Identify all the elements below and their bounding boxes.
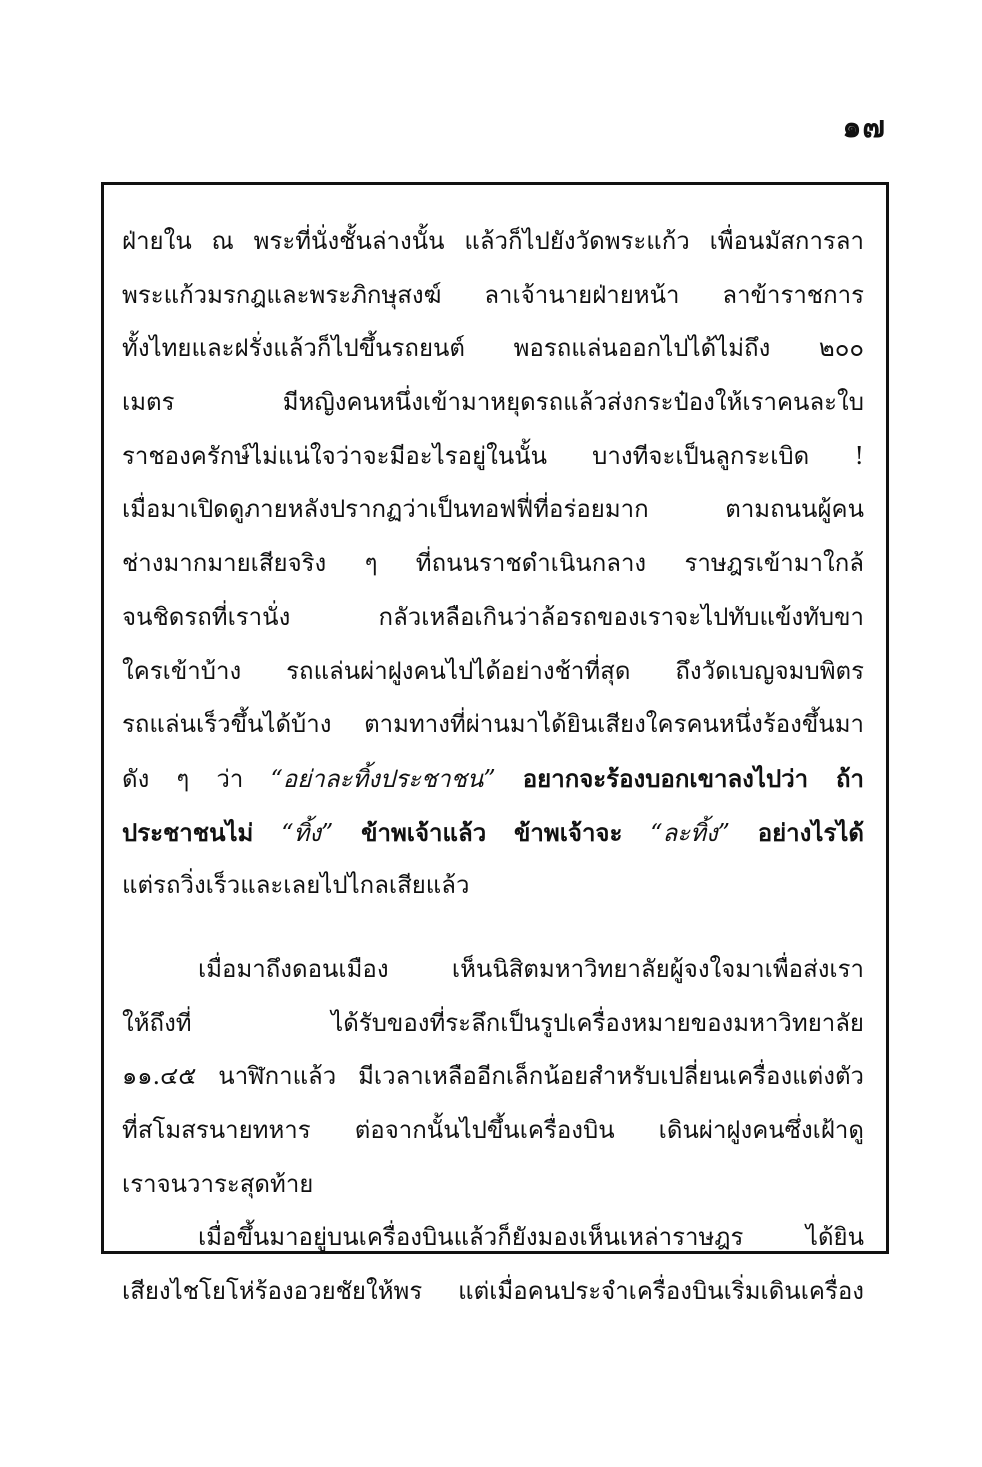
text-segment: อย่างไรได้	[757, 817, 864, 847]
text-line: รถแล่นเร็วขึ้นได้บ้าง ตามทางที่ผ่านมาได้ยินเสียงใครคนหนึ่งร้องขึ้นมา	[122, 710, 864, 739]
text-line: เมื่อขึ้นมาอยู่บนเครื่องบินแล้วก็ยังมองเห็นเหล่าราษฎร ได้ยิน	[198, 1223, 864, 1252]
text-segment: ข้าพเจ้าแล้ว ข้าพเจ้าจะ	[361, 817, 651, 847]
text-line: ๑๑.๔๕ นาฬิกาแล้ว มีเวลาเหลืออีกเล็กน้อยสำหรับเปลี่ยนเครื่องแต่งตัว	[122, 1062, 864, 1091]
text-segment: อยากจะร้องบอกเขาลงไปว่า ถ้า	[522, 763, 864, 793]
text-line: เสียงไชโยโห่ร้องอวยชัยให้พร แต่เมื่อคนประจำเครื่องบินเริ่มเดินเครื่อง	[122, 1277, 864, 1306]
text-line: จนชิดรถที่เรานั่ง กลัวเหลือเกินว่าล้อรถของเราจะไปทับแข้งทับขา	[122, 602, 864, 631]
quote-segment: “ทิ้ง”	[281, 818, 334, 847]
body-text	[122, 215, 864, 1319]
text-line: แต่รถวิ่งเร็วและเลยไปไกลเสียแล้ว	[122, 871, 470, 900]
text-line: เราจนวาระสุดท้าย	[122, 1169, 314, 1198]
text-line: ให้ถึงที่ ได้รับของที่ระลึกเป็นรูปเครื่องหมายของมหาวิทยาลัย	[122, 1008, 864, 1037]
text-line: ราชองครักษ์ไม่แน่ใจว่าจะมีอะไรอยู่ในนั้น บางทีจะเป็นลูกระเบิด !	[122, 441, 864, 470]
text-line: พระแก้วมรกฎและพระภิกษุสงฆ์ ลาเจ้านายฝ่ายหน้า ลาข้าราชการ	[122, 280, 864, 309]
text-line: เมื่อมาถึงดอนเมือง เห็นนิสิตมหาวิทยาลัยผู้จงใจมาเพื่อส่งเรา	[198, 954, 864, 983]
paragraph-gap	[122, 913, 864, 943]
text-line: ที่สโมสรนายทหาร ต่อจากนั้นไปขึ้นเครื่องบิน เดินผ่าฝูงคนซึ่งเฝ้าดู	[122, 1116, 864, 1144]
text-frame	[101, 182, 889, 1306]
text-line	[122, 752, 864, 806]
text-segment: ประชาชนไม่	[122, 817, 282, 847]
text-line: ช่างมากมายเสียจริง ๆ ที่ถนนราชดำเนินกลาง ราษฎรเข้ามาใกล้	[122, 549, 864, 578]
text-line: ใครเข้าบ้าง รถแล่นผ่าฝูงคนไปได้อย่างช้าที่สุด ถึงวัดเบญจมบพิตร	[122, 656, 864, 685]
quote-segment: “อย่าละทิ้งประชาชน”	[270, 764, 496, 793]
page-number: ๑๗	[842, 110, 886, 145]
text-line: เมตร มีหญิงคนหนึ่งเข้ามาหยุดรถแล้วส่งกระป๋องให้เราคนละใบ	[122, 388, 864, 417]
text-line: ฝ่ายใน ณ พระที่นั่งชั้นล่างนั้น แล้วก็ไปยังวัดพระแก้ว เพื่อนมัสการลา	[122, 227, 864, 255]
text-line	[122, 806, 864, 860]
text-line: ทั้งไทยและฝรั่งแล้วก็ไปขึ้นรถยนต์ พอรถแล่นออกไปได้ไม่ถึง ๒๐๐	[122, 334, 864, 363]
text-line: เมื่อมาเปิดดูภายหลังปรากฏว่าเป็นทอฟฟี่ที่อร่อยมาก ตามถนนผู้คน	[122, 495, 864, 524]
text-segment: ดัง ๆ ว่า	[122, 764, 271, 793]
quote-segment: “ละทิ้ง”	[650, 818, 730, 847]
